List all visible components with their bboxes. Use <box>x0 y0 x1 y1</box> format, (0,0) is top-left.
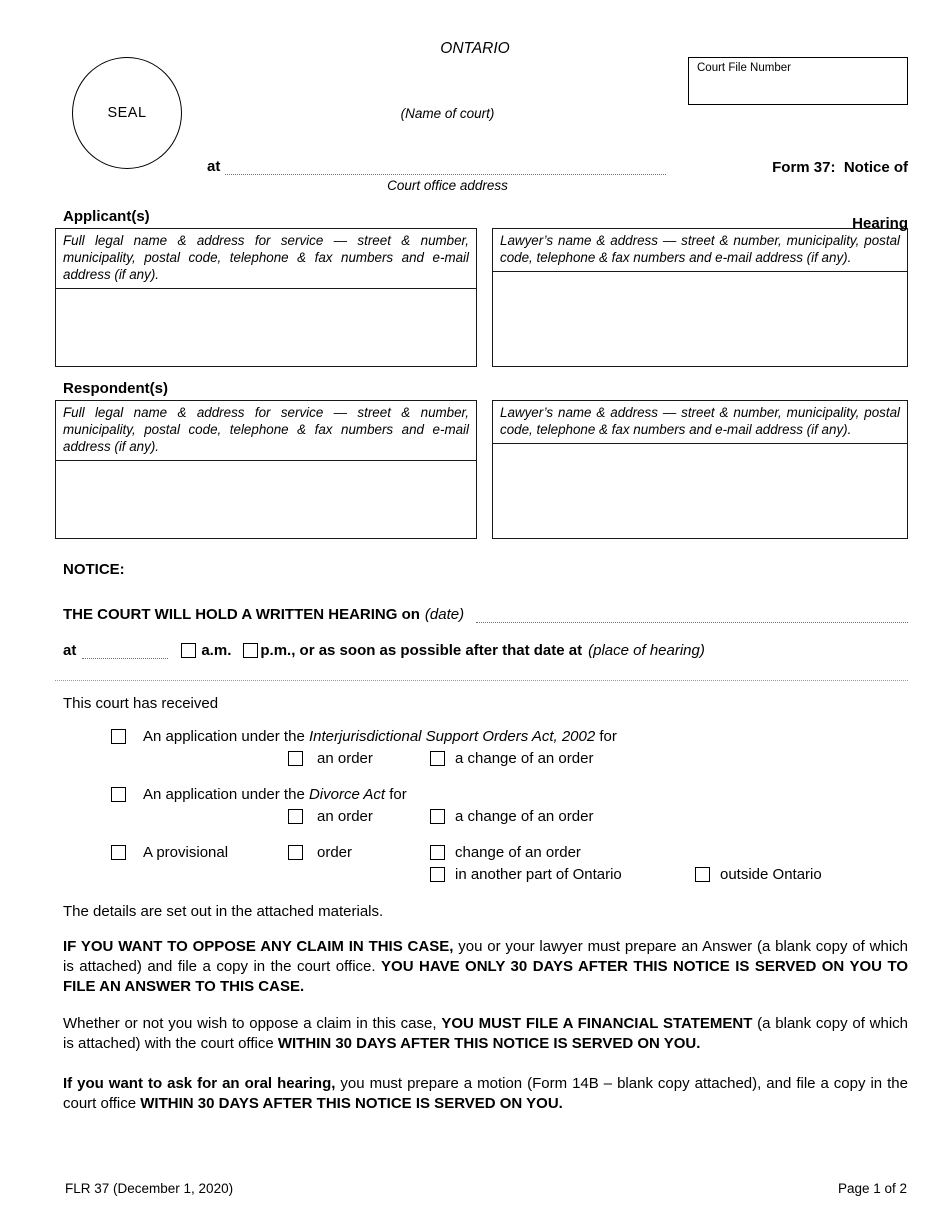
isoa-act-name: Interjurisdictional Support Orders Act, 2002 <box>308 728 596 745</box>
form-title <box>600 122 908 270</box>
provisional-change-label: change of an order <box>455 844 581 861</box>
oppose-bold1: IF YOU WANT TO OPPOSE ANY CLAIM IN THIS CASE, <box>63 938 454 955</box>
oral-hearing-paragraph <box>63 1074 908 1114</box>
oral-bold1: If you want to ask for an oral hearing, <box>63 1075 336 1092</box>
oral-bold2: WITHIN 30 DAYS AFTER THIS NOTICE IS SERVED ON YOU. <box>140 1095 563 1112</box>
provisional-change-option <box>430 844 581 861</box>
divorce-label <box>143 786 407 803</box>
provisional-checkbox[interactable] <box>111 845 126 860</box>
divorce-order-option <box>288 808 373 825</box>
received-intro: This court has received <box>63 695 219 712</box>
divorce-change-label: a change of an order <box>455 808 594 825</box>
divorce-option <box>111 786 407 803</box>
form-version-label: FLR 37 (December 1, 2020) <box>65 1181 234 1196</box>
in-ontario-option <box>430 866 622 883</box>
oral-regular1: you must prepare a motion (Form 14B – blank copy attached), and file a copy in the court office <box>63 1075 908 1112</box>
provisional-order-label: order <box>317 844 353 861</box>
respondent-lawyer-label: Lawyer’s name & address — street & number, municipality, postal code, telephone & fax numbers and e-mail address (if any). <box>493 401 907 444</box>
details-statement: The details are set out in the attached materials. <box>63 903 384 920</box>
header-at-label: at <box>207 158 221 175</box>
applicants-heading: Applicant(s) <box>63 208 150 225</box>
date-hint-label: (date) <box>424 606 465 623</box>
financial-bold1: YOU MUST FILE A FINANCIAL STATEMENT <box>441 1015 753 1032</box>
name-of-court-label: (Name of court) <box>400 106 495 121</box>
applicant-party-input[interactable] <box>56 289 476 366</box>
divorce-sub-row <box>55 808 908 830</box>
place-of-hearing-hint: (place of hearing) <box>588 642 705 659</box>
isoa-change-label: a change of an order <box>455 750 594 767</box>
respondents-boxes <box>55 400 908 539</box>
page-footer <box>65 1181 907 1196</box>
divorce-row <box>55 786 908 808</box>
court-office-address-row <box>207 153 666 175</box>
provisional-row <box>55 844 908 866</box>
divorce-suffix: for <box>385 786 407 803</box>
divorce-order-label: an order <box>317 808 373 825</box>
isoa-prefix: An application under the <box>143 728 309 745</box>
provisional-location-row <box>55 866 908 888</box>
provisional-label: A provisional <box>143 844 229 861</box>
divorce-checkbox[interactable] <box>111 787 126 802</box>
hearing-time-input[interactable] <box>82 642 168 659</box>
court-office-address-label: Court office address <box>387 178 508 193</box>
respondent-party-label: Full legal name & address for service — street & number, municipality, postal code, telephone & fax numbers and e-mail address (if any). <box>56 401 476 461</box>
in-ontario-label: in another part of Ontario <box>455 866 622 883</box>
province-title: ONTARIO <box>440 40 510 57</box>
outside-ontario-label: outside Ontario <box>720 866 822 883</box>
after-date-text: , or as soon as possible after that date at <box>291 642 583 659</box>
applicant-lawyer-input[interactable] <box>493 272 907 349</box>
isoa-option <box>111 728 617 745</box>
at-label: at <box>63 642 77 659</box>
court-seal <box>72 57 182 169</box>
written-hearing-label: THE COURT WILL HOLD A WRITTEN HEARING on <box>63 606 420 623</box>
isoa-order-checkbox[interactable] <box>288 751 303 766</box>
court-office-address-input[interactable] <box>225 153 666 175</box>
in-ontario-checkbox[interactable] <box>430 867 445 882</box>
outside-ontario-checkbox[interactable] <box>695 867 710 882</box>
respondents-heading: Respondent(s) <box>63 380 168 397</box>
outside-ontario-option <box>695 866 822 883</box>
divorce-prefix: An application under the <box>143 786 309 803</box>
form-body <box>0 208 950 1114</box>
isoa-order-option <box>288 750 373 767</box>
oppose-regular1: you or your lawyer must prepare an Answer (a blank copy of which is attached) and file a copy in the court office. <box>63 938 908 975</box>
seal-label: SEAL <box>107 105 147 121</box>
divorce-order-checkbox[interactable] <box>288 809 303 824</box>
am-checkbox[interactable] <box>181 643 196 658</box>
isoa-change-checkbox[interactable] <box>430 751 445 766</box>
provisional-option <box>111 844 228 861</box>
pm-label: p.m. <box>260 642 292 659</box>
respondent-party-input[interactable] <box>56 461 476 538</box>
oppose-bold2: YOU HAVE ONLY 30 DAYS AFTER THIS NOTICE IS SERVED ON YOU TO FILE AN ANSWER TO THIS CASE. <box>63 958 909 995</box>
hearing-time-row <box>63 642 908 659</box>
section-divider <box>55 680 908 681</box>
isoa-row <box>55 728 908 750</box>
oppose-paragraph <box>63 937 908 997</box>
respondent-party-box <box>55 400 477 539</box>
notice-heading: NOTICE: <box>63 561 125 578</box>
form-title-line2: Hearing <box>852 214 908 232</box>
court-file-number-label: Court File Number <box>697 62 791 74</box>
provisional-order-option <box>288 844 352 861</box>
provisional-change-checkbox[interactable] <box>430 845 445 860</box>
provisional-order-checkbox[interactable] <box>288 845 303 860</box>
isoa-change-option <box>430 750 593 767</box>
isoa-label <box>143 728 617 745</box>
divorce-change-option <box>430 808 593 825</box>
pm-checkbox[interactable] <box>243 643 258 658</box>
isoa-order-label: an order <box>317 750 373 767</box>
divorce-change-checkbox[interactable] <box>430 809 445 824</box>
isoa-checkbox[interactable] <box>111 729 126 744</box>
financial-paragraph <box>63 1014 908 1054</box>
written-hearing-row <box>63 606 908 623</box>
respondent-lawyer-input[interactable] <box>493 444 907 521</box>
financial-regular1: Whether or not you wish to oppose a claim in this case, <box>63 1015 442 1032</box>
am-label: a.m. <box>201 642 232 659</box>
financial-bold2: WITHIN 30 DAYS AFTER THIS NOTICE IS SERVED ON YOU. <box>277 1035 701 1052</box>
page-number-label: Page 1 of 2 <box>837 1181 907 1196</box>
hearing-date-input[interactable] <box>476 619 908 623</box>
divorce-act-name: Divorce Act <box>308 786 386 803</box>
applicant-lawyer-label: Lawyer’s name & address — street & number, municipality, postal code, telephone & fax numbers and e-mail address (if any). <box>493 229 907 272</box>
court-file-number-box[interactable] <box>688 57 908 105</box>
applicant-party-box <box>55 228 477 367</box>
isoa-sub-row <box>55 750 908 772</box>
isoa-suffix: for <box>595 728 617 745</box>
applicant-party-label: Full legal name & address for service — street & number, municipality, postal code, telephone & fax numbers and e-mail address (if any). <box>56 229 476 289</box>
respondent-lawyer-box <box>492 400 908 539</box>
form-title-line1: Form 37: Notice of <box>772 159 908 176</box>
financial-regular2: (a blank copy of which is attached) with the court office <box>63 1015 909 1052</box>
